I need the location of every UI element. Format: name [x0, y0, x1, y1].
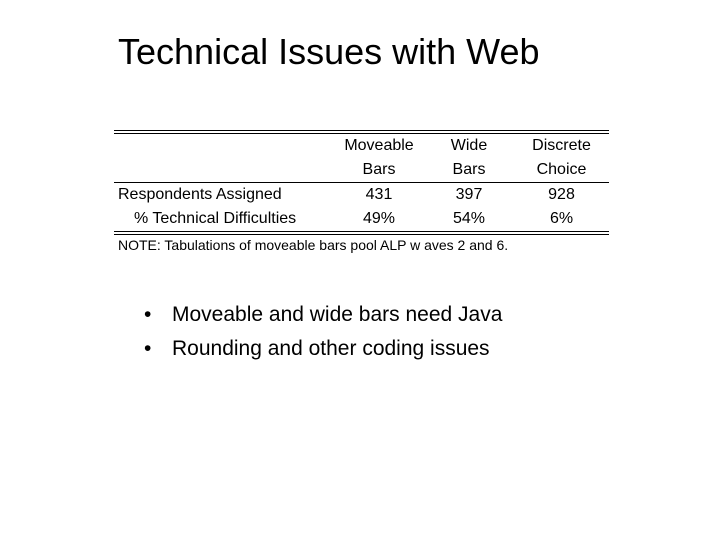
cell-respondents-moveable: 431: [365, 186, 393, 203]
bullet-text: Moveable and wide bars need Java: [172, 303, 503, 326]
header-empty-cell: [114, 134, 334, 158]
cell-difficulties-wide: 54%: [452, 210, 486, 227]
results-table: [114, 134, 609, 231]
row-label-respondents: Respondents Assigned: [118, 186, 282, 203]
header-moveable-line2: Bars: [334, 158, 424, 183]
table-row: [114, 183, 609, 208]
header-empty-cell: [114, 158, 334, 183]
header-discrete-line2: Choice: [514, 158, 609, 183]
cell-difficulties-moveable: 49%: [362, 210, 396, 227]
results-table-block: [114, 130, 609, 255]
cell-respondents-discrete: 928: [548, 186, 575, 203]
row-label-technical-difficulties: % Technical Difficulties: [134, 210, 297, 227]
table-header-row-1: [114, 134, 609, 158]
bullet-text: Rounding and other coding issues: [172, 337, 490, 360]
table-row: [114, 207, 609, 231]
table-note: NOTE: Tabulations of moveable bars pool ALP w aves 2 and 6.: [118, 237, 509, 253]
cell-difficulties-discrete: 6%: [549, 210, 574, 227]
header-wide-line2: Bars: [424, 158, 514, 183]
cell-respondents-wide: 397: [455, 186, 483, 203]
bullet-list: [140, 298, 502, 366]
list-item: [140, 298, 502, 332]
bullet-icon: •: [144, 303, 152, 326]
list-item: [140, 332, 502, 366]
bullet-icon: •: [144, 337, 152, 360]
slide-title: Technical Issues with Web: [118, 31, 540, 72]
header-discrete-line1: Discrete: [532, 137, 591, 154]
table-header-row-2: [114, 158, 609, 183]
header-wide-line1: Wide: [450, 137, 488, 154]
header-moveable-line1: Moveable: [344, 137, 414, 154]
